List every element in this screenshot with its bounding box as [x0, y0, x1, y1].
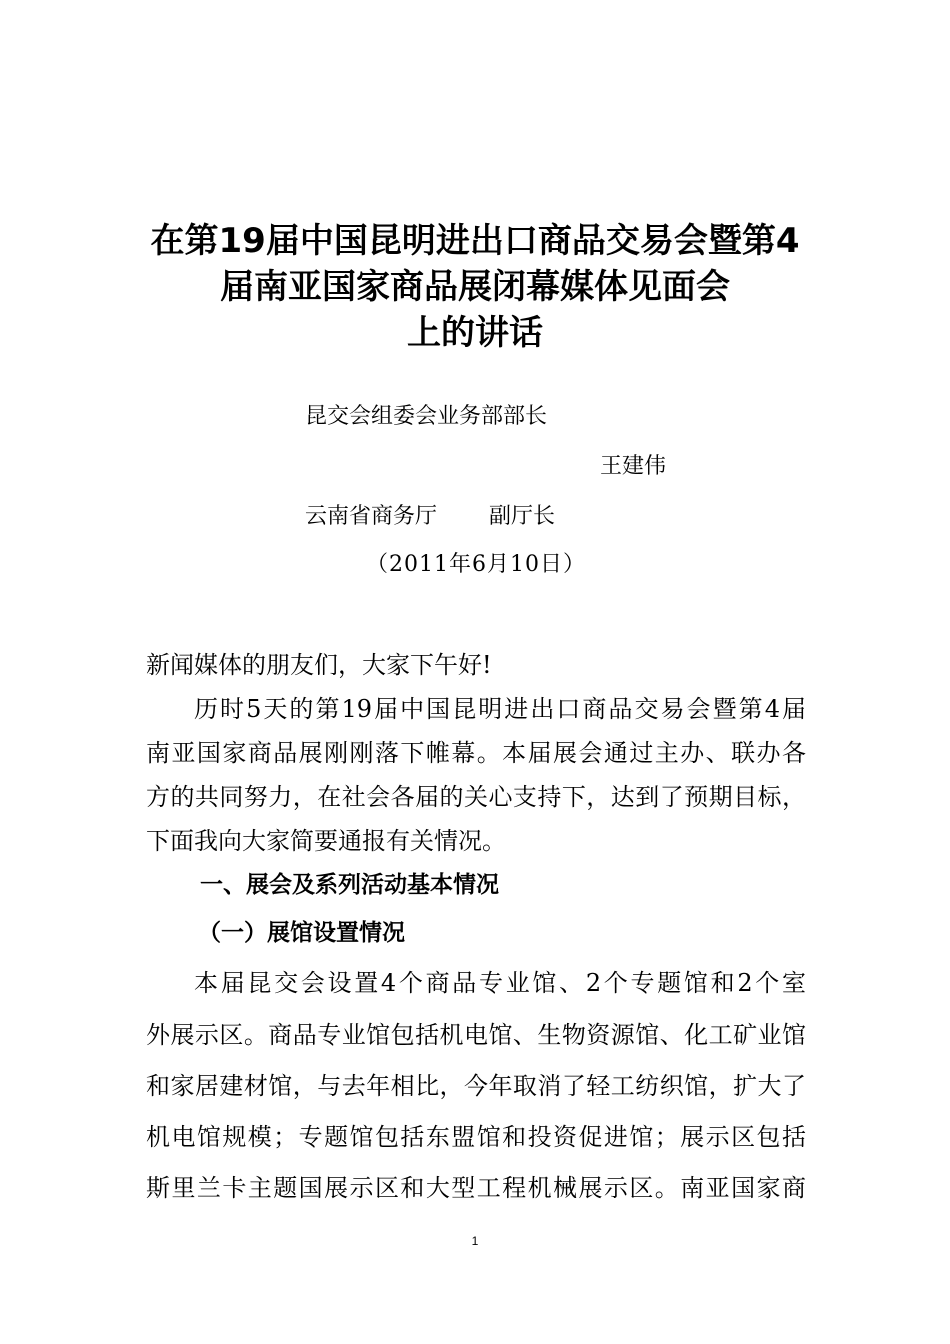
title-line-2: 届南亚国家商品展闭幕媒体见面会: [220, 267, 730, 307]
page-number: 1: [471, 1234, 479, 1248]
paragraph-2-line: 和家居建材馆，与去年相比，今年取消了轻工纺织馆，扩大了: [146, 1072, 806, 1100]
paragraph-1-line: 方的共同努力，在社会各届的关心支持下，达到了预期目标，: [146, 783, 806, 811]
speaker-org-line: [305, 502, 555, 532]
title-line-1: 在第19届中国昆明进出口商品交易会暨第4: [150, 221, 800, 261]
speaker-name: 王建伟: [600, 454, 667, 479]
paragraph-1-line: 历时5天的第19届中国昆明进出口商品交易会暨第4届: [194, 695, 806, 723]
title-line-3: 上的讲话: [407, 313, 543, 353]
section-heading: 一、展会及系列活动基本情况: [200, 872, 499, 898]
speaker-org: 云南省商务厅: [305, 504, 438, 529]
speaker-role-2: 副厅长: [489, 504, 556, 529]
speech-date: （2011年6月10日）: [366, 552, 586, 577]
paragraph-2-line: 外展示区。商品专业馆包括机电馆、生物资源馆、化工矿业馆: [146, 1021, 806, 1049]
speaker-role-1: 昆交会组委会业务部部长: [305, 404, 548, 429]
paragraph-1-line: 南亚国家商品展刚刚落下帷幕。本届展会通过主办、联办各: [146, 739, 806, 767]
paragraph-2-line: 本届昆交会设置4个商品专业馆、2个专题馆和2个室: [194, 969, 806, 997]
subsection-heading: （一）展馆设置情况: [198, 920, 405, 946]
greeting: 新闻媒体的朋友们，大家下午好!: [146, 651, 492, 679]
paragraph-1-line: 下面我向大家简要通报有关情况。: [146, 827, 506, 855]
paragraph-2-line: 斯里兰卡主题国展示区和大型工程机械展示区。南亚国家商: [146, 1174, 806, 1202]
paragraph-2-line: 机电馆规模；专题馆包括东盟馆和投资促进馆；展示区包括: [146, 1123, 806, 1151]
